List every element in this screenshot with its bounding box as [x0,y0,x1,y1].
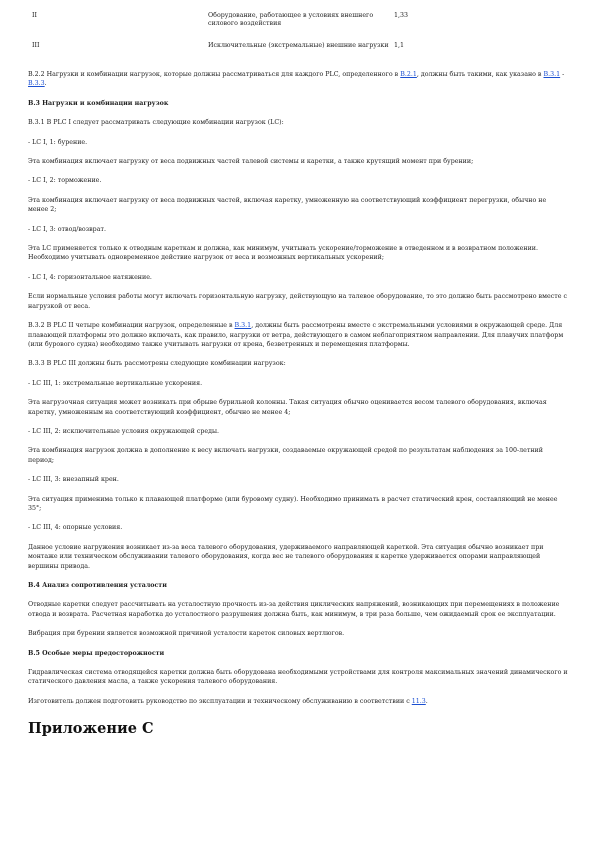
document-page [28,12,568,737]
paragraph-b31: В.3.1 В PLC I следует рассматривать следующие комбинации нагрузок (LC): [28,119,284,127]
appendix-title: Приложение С [28,720,154,738]
list-item-lc1-1: - LC I, 1: бурение. [28,138,88,146]
list-item-lc3-1: - LC III, 1: экстремальные вертикальные ускорения. [28,379,203,387]
section-heading-b3: В.3 Нагрузки и комбинации нагрузок [28,99,169,107]
list-item-lc3-4: - LC III, 4: опорные условия. [28,524,123,532]
paragraph-text: , должны быть рассмотрены вместе с экстремальными условиями в окружающей среде. Для плавающей платформы это должно включать, как правило, нагрузки от ветра, действующего в самом неблагоприятном направлении. Для плавучих платформ (или бурового судна) необходимо также учитывать нагрузки от крена, безветренных и перемещения платформы. [28,322,564,348]
section-heading-b4: В.4 Анализ сопротивления усталости [28,582,167,589]
paragraph-b5-2 [28,697,568,706]
table-cell-description: Исключительные (экстремальные) внешние нагрузки [208,42,389,49]
paragraph-lc3-2: Эта комбинация нагрузок должна в дополнение к весу включать нагрузки, создаваемые окружающей средой по результатам наблюдения за 100-летний период; [28,447,543,464]
list-item-lc1-3: - LC I, 3: отвод/возврат. [28,225,106,233]
paragraph-text: , должны быть такими, как указано в [416,71,544,78]
paragraph-lc1-1: Эта комбинация включает нагрузку от веса подвижных частей талевой системы и каретки, а также крутящий момент при бурении; [28,158,474,166]
list-item-lc1-2: - LC I, 2: торможение. [28,177,102,185]
section-heading-b5: В.5 Особые меры предосторожности [28,649,165,657]
table-cell-description: Оборудование, работающее в условиях внешнего силового воздействия [208,12,374,27]
paragraph-text: . [44,80,47,88]
link-b31[interactable]: В.3.1 [543,71,561,78]
list-item-lc1-4: - LC I, 4: горизонтальное натяжение. [28,273,152,281]
table-cell-factor: 1,1 [394,42,405,49]
paragraph-b4-2: Вибрация при бурении является возможной причиной усталости кареток силовых вертлюгов. [28,630,345,638]
table-cell-factor: 1,33 [394,12,409,19]
link-b21[interactable]: В.2.1 [400,71,417,78]
paragraph-text: В.3.2 В PLC II четыре комбинации нагрузок, определенные в [28,322,235,330]
paragraph-text: В.2.2 Нагрузки и комбинации нагрузок, которые должны рассматриваться для каждого PLC, определенного в [28,71,401,78]
paragraph-b4-1: Отводные каретки следует рассчитывать на усталостную прочность из-за действия циклических напряжений, возникающих при перемещениях в положение отвода и возврата. Расчетная наработка до усталостного разрушения должна быть, как минимум, в три раза больше, чем ожидаемый срок ее эксплуатации. [28,601,560,618]
table-cell-class: III [32,42,40,49]
paragraph-lc3-1: Эта нагрузочная ситуация может возникать при обрыве бурильной колонны. Такая ситуация обычно оценивается весом талевого оборудования, включая каретку, умноженным на соответствующий коэффициент, обычно не менее 4; [28,399,547,416]
paragraph-lc3-3: Эта ситуация применима только к плавающей платформе (или буровому судну). Необходимо принимать в расчет статический крен, составляющий не менее 35°; [28,495,558,512]
paragraph-text: . [425,697,428,705]
paragraph-text: Изготовитель должен подготовить руководство по эксплуатации и техническому обслуживанию в соответствии с [28,697,412,705]
paragraph-lc1-3: Эта LC применяется только к отводным кареткам и должна, как минимум, учитывать ускорение/торможение в отведенном и в возвратном положении. Необходимо учитывать одновременное действие нагрузок от веса и возможных вертикальных ускорений; [28,245,538,262]
paragraph-lc3-4: Данное условие нагружения возникает из-за веса талевого оборудования, удерживаемого направляющей кареткой. Эта ситуация обычно возникает при монтаже или техническом обслуживании талевого оборудования, когда вес не талевого оборудования к каретке удерживается опорами направляющей вершины привода. [28,543,544,570]
paragraph-text: - [560,71,565,78]
link-b31[interactable]: В.3.1 [234,322,252,330]
paragraph-b33: В.3.3 В PLC III должны быть рассмотрены следующие комбинации нагрузок: [28,360,286,368]
paragraph-lc1-2: Эта комбинация включает нагрузку от веса подвижных частей, включая каретку, умноженную на соответствующий коэффициент перегрузки, обычно не менее 2; [28,196,547,214]
paragraph-b5-1: Гидравлическая система отводящейся каретки должна быть оборудована необходимыми устройствами для контроля максимальных значений динамического и статического давления масла, а также ускорения талевого оборудования. [28,669,568,686]
list-item-lc3-3: - LC III, 3: внезапный крен. [28,476,119,484]
paragraph-lc1-4: Если нормальные условия работы могут включать горизонтальную нагрузку, действующую на талевое оборудование, то это должно быть рассмотрено вместе с нагрузкой от веса. [28,293,567,310]
link-b33[interactable]: В.3.3 [28,80,45,88]
link-11-3[interactable]: 11.3 [411,697,426,705]
table-row [28,42,568,70]
paragraph-b22 [28,70,568,89]
list-item-lc3-2: - LC III, 2: исключительные условия окружающей среды. [28,427,219,435]
table-row [28,12,568,42]
table-cell-class: II [32,12,37,19]
paragraph-b32 [28,321,568,349]
